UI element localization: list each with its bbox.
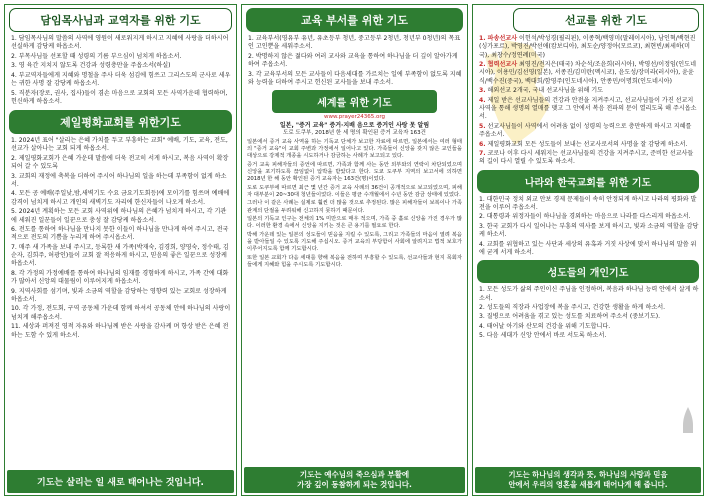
mission-prayer-item [479,141,699,149]
nation-prayer-item: 2. 대통령과 위정자들이 하나님을 경외하는 마음으로 나라를 다스리게 하옵소서. [479,213,691,221]
education-prayer-heading: 교육 부서를 위한 기도 [246,8,463,32]
personal-prayer-item: 5. 다음 세대가 신앙 안에서 바로 서도록 하소서. [479,332,607,340]
church-prayer-item: 8. 각 가정의 가정예배를 통하여 하나님의 임재를 경험하게 하시고, 가족 간에 대화가 많아서 신앙의 대물림이 이루어지게 하옵소서. [11,269,229,286]
pastor-prayer-item: 5. 직분자(장로, 권사, 집사)들이 겸손 마음으로 교회의 모든 사역가운데 협력하며, 헌신하게 하옵소서. [11,89,228,105]
mission-item-text: 최영진/전지은(태국) 차순석/조윤희(러시아), 박영선/이정임(인도네시아), 이용민/김선영(일본), 서종진/김미란(멕시코), 윤도성/장미라(러시아), 윤윤식/백수진(중국), 백대희/함영주(인도네시아), 안종민/이명희(인도네시아) [479,61,696,85]
education-prayer-list [242,35,467,87]
church-prayer-item: 10. 각 가정, 전도회, 구역 공동체 가운데 함께 하셔서 공동체 안에 하나님의 사랑이 넘치게 해주옵소서. [11,305,231,321]
church-prayer-item: 2. 제일평화교회가 은혜 가운데 말씀에 더욱 전고히 서게 하시고, 복음 사역이 확장 되어 갈 수 있도록 [11,154,229,171]
mission-item-label: 1. 파송선교사 [479,35,518,42]
left-column [4,4,237,496]
right-footer-banner [475,467,701,493]
mission-prayer-item [479,35,699,60]
right-footer-line1: 기도는 하나님의 생각과 뜻, 하나님의 사랑과 믿음 [508,470,668,479]
pastor-prayer-item: 2. 부목사님들 선포할 때 성령의 기름 부으심이 넘치게 하옵소서. [11,52,182,60]
nation-prayer-item: 1. 대한민국 정치 외교 안보 경제 문제들이 속히 안정되게 하시고 나라의 평화와 발전을 이루어 주옵소서. [479,195,697,211]
mission-item-text: 해외선교 2개국, 국내 선교사님을 위해 기도 [487,87,604,95]
article-paragraph: 일본의 기독교 인구는 전체의 1% 미만으로 매우 적으며, 가족 중 홀로 신앙을 가진 경우가 많다. 이러한 환경 속에서 신앙을 지키는 것은 큰 용기를 필요로 한다. [247,216,462,230]
world-prayer-article [242,139,467,269]
mission-prayer-heading: 선교를 위한 기도 [513,8,699,32]
world-prayer-title [247,122,462,137]
mission-prayer-item [479,123,699,140]
article-paragraph: 일본에서 증거 교육 사역을 하는 기독교 단체가 보고한 자료에 따르면, 일본에서는 여러 형태의 "증거 교육"이 교회 주변과 가정에서 일어나고 있다. 가족들이 신앙을 갖지 않은 교인들을 대상으로 강제적 개종을 시도하거나 감금하는 사례가 보고되고 있다. [247,139,462,160]
nation-prayer-list [473,196,703,258]
pastor-prayer-heading: 담임목사님과 교역자를 위한 기도 [9,8,232,32]
personal-prayer-list [473,286,703,341]
praying-hands-icon [677,405,699,435]
pastor-prayer-list [5,35,236,106]
mission-prayer-item [479,61,699,86]
mission-item-text: 선교사님들이 사역에서 어려움 없이 성령의 능력으로 충만하게 하시고 지혜를 주옵소서. [479,122,692,139]
personal-prayer-item: 4. 태어날 아기와 산모의 건강을 위해 기도합니다. [479,322,611,330]
mission-item-label: 7. [479,149,486,157]
mission-item-label: 3. [479,87,486,95]
nation-prayer-item: 4. 교회를 위협하고 있는 사단과 세상의 유혹과 거짓 사상에 맞서 하나님의 말씀 위에 굳게 서게 하소서. [479,240,697,256]
mission-item-label: 5. [479,122,486,130]
education-prayer-item: 3. 각 교육부서의 모든 교사들이 다음세대를 가르치는 일에 부족함이 없도록 지혜와 능력을 더하여 주시고 헌신된 교사들을 보내 주소서. [248,70,462,86]
personal-prayer-item: 3. 질병으로 어려움을 겪고 있는 성도를 치료하여 주소서 (중보기도). [479,313,661,321]
church-prayer-item: 5. 2024년 계획하는 모든 교회 사역위에 하나님의 은혜가 넘치게 하시고, 각 기관에 세워진 일꾼들이 일꾼으로 충성 잘 감당케 하옵소서. [11,208,227,224]
article-paragraph: 도로 도쿠부에 따르면 최근 몇 년간 증거 교육 사례의 36건이 공개적으로 보고되었으며, 피해자 대부분이 20~30대 청년들이었다. 이들은 평균 수개월에서 수년 동안 감금 상태에 있었다. [247,184,462,198]
article-paragraph: 박해 가운데 있는 일본의 성도들이 믿음을 지킬 수 있도록, 그리고 가족들의 마음이 열려 복음을 받아들일 수 있도록 기도해 주십시오. 증거 교육의 부당함이 사회에 알려지고 법적 보호가 이루어지도록 함께 기도합시다. [247,231,462,252]
church-prayer-item: 9. 지역사회를 섬기며, 빛과 소금의 역할을 감당하는 영향력 있는 교회로 성장하게 하옵소서. [11,287,227,303]
pastor-prayer-item: 1. 담임목사님의 말씀의 사역에 영원이 새로워지게 하시고 지혜에 사랑을 더하시어 선실하게 감당케 하옵소서. [11,35,229,51]
article-paragraph: 그러나 이 같은 사례는 실제로 훨씬 더 많을 것으로 추정된다. 많은 피해자들이 보복이나 가족 관계의 단절을 두려워해 신고하지 못하기 때문이다. [247,200,462,214]
mission-prayer-item [479,87,699,95]
article-paragraph: 증거 교육 피해자들의 증언에 따르면, 가족과 함께 사는 동안 외부와의 연락이 차단되었으며 신앙을 포기하도록 끊임없이 압박을 받았다고 한다. 도쿄 도쿠부 지역의 보고서에 의하면 2018년 한 해 동안 확인된 증거 교육자는 163건(명)이었다. [247,161,462,183]
world-prayer-headline: 일본, "증거 교육" 증거·지배 음으로 증거인 사랑 못 알림 [279,122,430,130]
mission-item-label: 2. 협력선교사 [479,61,518,69]
education-prayer-item: 1. 교육부서(영유부 유년, 유초등부 청년, 중고등부 2청년, 청년부 0청년)의 목표인 고인뿐을 세워주소서. [248,35,461,51]
world-prayer-heading: 세계를 위한 기도 [272,90,437,113]
world-prayer-subline: 도로 도쿠부, 2018년 한 세 명의 확인된 증거 교육자 163건 [283,129,426,136]
right-column [472,4,704,496]
church-prayer-item: 6. 전도를 통하여 하나님을 만나지 못한 이들이 하나님을 만나게 하여 주시고, 전국적으로 전도의 기쁨을 누리게 하여 주시옵소서. [11,226,229,242]
mission-item-text: 코로나 이후 다시 세워지는 선교사님들의 건강을 지켜주시고, 준비한 선교사들의 길이 다시 열릴 수 있도록 하소서. [479,149,694,166]
church-prayer-item: 7. 매주 새 가족을 보내 주시고, 등록한 새 가족(박재숙, 김경희, 양영숙, 정수태, 김순자, 김희주, 허광인)들이 교회 잘 적응하게 하시고, 믿음의 좋은 일꾼으로 성장케 하옵소서. [11,243,229,268]
right-footer-line2: 안에서 우리의 영혼을 새롭게 태어나게 해 줍니다. [508,480,668,489]
personal-prayer-item: 2. 성도들의 직장과 사업장에 복을 주시고, 건강한 생활을 하게 하소서. [479,304,666,311]
church-prayer-item: 11. 세상과 퍼져진 영적 자유와 하나님께 받은 사랑을 감사케 며 항상 받은 은혜 전하는 도함 수 있게 하소서. [11,323,229,339]
church-prayer-item: 4. 모든 공 예배(주일낮,밤,새벽기도 수요 금요기도회등)에 모이기를 힘쓰며 예배에 감격이 넘치게 하시고 개인의 새벽기도 자리에 한신자들이 나오게 하소서. [11,190,230,206]
mission-item-text: 제일평화교회 모든 성도들이 보내는 선교사로서의 사명을 잘 감당케 하소서. [487,140,688,148]
nation-prayer-item: 3. 한국 교회가 다시 일어나는 부흥의 역사를 보게 하시고, 빛과 소금의 역할을 감당케 하소서. [479,222,699,239]
church-prayer-heading: 제일평화교회를 위한기도 [9,110,232,134]
mission-prayer-item [479,97,699,122]
mission-prayer-item [479,150,699,167]
prayer-site-url: www.prayer24365.org [323,114,386,121]
church-prayer-item: 1. 2024년 표어 "살리는 은혜 가치를 두고 부흥하는 교회" 예배, 기도, 교육, 전도, 선교가 살아나는 교회 되게 하옵소서. [11,137,228,153]
personal-prayer-heading: 성도들의 개인기도 [477,260,699,283]
mid-footer-banner [244,467,465,493]
left-footer-text: 기도는 살리는 일 새로 태어나는 것입니다. [37,478,204,488]
nation-prayer-heading: 나라와 한국교회를 위한 기도 [477,170,699,193]
mission-item-label: 4. [479,96,486,104]
education-prayer-item: 2. 박명하지 않은 젊다와 여러 교사와 교육을 통하여 하나님을 더 깊이 알아가게 하여 주옵소서. [248,52,458,69]
pastor-prayer-item: 4. 부교역자들에게 지혜와 명철을 주사 더욱 섬김에 힘쓰고 그리스도의 군사로 세우는 귀한 사명 잘 감당케 하옵소서. [11,71,231,88]
mid-footer-line1: 기도는 예수님의 죽으심과 부활에 [299,470,410,479]
mission-item-label: 6. [479,140,486,148]
personal-prayer-item: 1. 모든 성도가 삶의 주인이신 주님을 인정하며, 복음과 하나님 능력 안에서 살게 하소서. [479,286,699,302]
article-paragraph: 또한 일본 교회가 다음 세대를 향해 복음을 전하며 부흥할 수 있도록, 선교사들과 현지 목회자들에게 지혜와 힘을 주시도록 기도합시다. [247,254,462,268]
middle-column [241,4,468,496]
mission-item-text: 이헌석/박성경(필리핀), 이종혁/백영미(말레이시아), 남인혁/백현진(싱가포르), 박영진/박선애(캄보디아), 최도순/양정아(모르코), 최현빈/최세하(미국), 최창수/정연례(미국) [479,35,696,59]
mid-footer-line2: 가장 깊이 동참하게 되는 것입니다. [297,480,412,489]
mission-item-text: 제일 받은 선교사님들의 건강과 안전을 지켜주시고, 선교사님들이 가진 선교지 사역을 통해 생명의 열매를 맺고 그 안에서 복음 전파의 문이 열리도록 해 주시옵소서. [479,96,697,121]
church-prayer-list [5,137,236,340]
mission-prayer-list [473,35,703,167]
pastor-prayer-item: 3. 영 육간 지치지 않도록 건강과 성령충만을 주옵소서(하실) [11,62,171,70]
church-prayer-item: 3. 교회의 재정에 축복을 더하여 주시어 하나님의 일을 하는데 부족함이 없게 하소서. [11,172,227,188]
left-footer-banner [7,470,234,493]
